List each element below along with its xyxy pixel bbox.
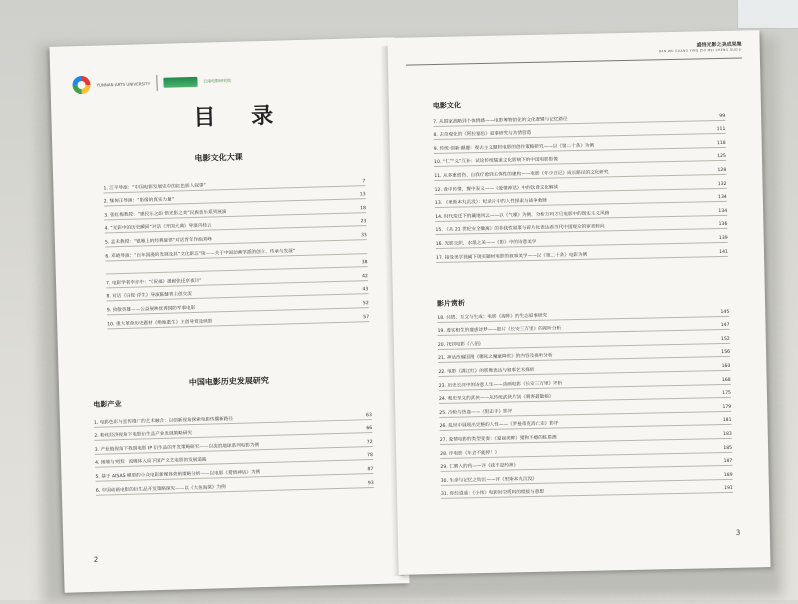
toc-entry-page: 87 <box>367 467 374 473</box>
toc-entry-title: 5. 基于 AISAS 模型的小众电影新媒体营销策略分析——以电影《爱情神话》为例 <box>95 470 261 480</box>
toc-entry-title: 18. 共情、互文与生成：电影《海阵》的生态叙事研究 <box>437 313 548 321</box>
toc-entry-page: 99 <box>719 113 726 119</box>
toc-entry-title: 16. 光影交织，水墨之美——《影》中的诗意美学 <box>435 239 537 247</box>
toc-entry-title: 13. 《里斯本丸沉没》：纪录片中的人性探索与战争救赎 <box>434 198 548 207</box>
toc-entry-title: 6. 中国动画电影的衍生品开发策略探究——以《大鱼海棠》为例 <box>95 484 226 494</box>
toc-entry-title: 24. 观史至义的武侠——从传统武侠片到《刺客聂隐娘》 <box>438 394 554 403</box>
toc-entry-title: 20. 找到电影《八佰》 <box>437 341 484 348</box>
toc-list <box>103 172 369 329</box>
toc-entry-page: 72 <box>366 439 373 445</box>
toc-entry-page: 128 <box>717 167 727 174</box>
toc-entry-page: 134 <box>718 208 728 214</box>
toc-entry-title: 7. 电影学者李亦中：“《祝福》援耐张还京夜讨” <box>106 278 202 287</box>
toc-entry-page: 145 <box>720 309 730 315</box>
toc-entry-title: 3. 张红梅教授：“感民乐之韵 悟光影之美”民族音乐系列展演 <box>104 209 227 219</box>
right-page <box>387 30 770 575</box>
toc-entry-page: 181 <box>722 418 732 424</box>
page-number: 3 <box>735 528 741 537</box>
toc-list <box>437 303 733 499</box>
toc-entry-page: 189 <box>723 472 733 478</box>
running-header <box>659 41 742 54</box>
toc-entry-title: 11. 从多重创伤、自我疗愈到主体性的建构——电影《年少日记》成长路径的文化研究 <box>434 170 609 179</box>
section-title: 中国电影历史发展研究 <box>188 375 269 388</box>
toc-entry-title: 12. 食中传情，餐中表义——《爱情神话》中的饮食文化解读 <box>434 184 559 193</box>
toc-entry-title: 1. 电影色彩与宣传推广的艺术融合：以创新视角探索电影传播新路径 <box>93 416 234 426</box>
toc-entry-page: 147 <box>720 323 730 329</box>
toc-entry-title: 4. 困境与突围：流媒体入局下国产文艺电影的发展道路 <box>95 458 207 467</box>
toc-entry-page: 132 <box>717 181 727 187</box>
section-title: 影片赏析 <box>436 299 466 308</box>
toc-entry-page: 152 <box>720 336 730 342</box>
toc-entry-page: 78 <box>367 453 374 459</box>
toc-entry-title: 30. 生命与记忆之钩沉——评《里斯本丸沉没》 <box>440 476 537 484</box>
toc-entry-title: 7. 从国家战略到个体情感——电影筹物馆化的文化逻辑与记忆路径 <box>433 116 568 125</box>
toc-entry-title: 9. 传统·创新·颠覆：观去主义题材电影的创作策略研究——以《第二十条》为例 <box>433 143 595 152</box>
toc-entry-page: 13 <box>359 192 366 198</box>
header-title: 盛悟光影之美成果集 <box>696 41 742 49</box>
toc-entry-page: 168 <box>721 377 731 383</box>
toc-entry-title: 8. 对话《白蛇·浮生》导演陈健青主创交流 <box>106 292 192 300</box>
toc-entry-page: 185 <box>723 445 733 451</box>
section-title: 电影文化 <box>432 101 461 111</box>
toc-entry-title: 23. 历史长河中的诗意人生——动画电影《长安三万里》评析 <box>438 380 563 389</box>
toc-entry-page: 42 <box>362 273 369 280</box>
toc-entry-title: 31. 你经逍遥：《小伟》电影时空质料的组接与意想 <box>440 490 544 498</box>
toc-entry-page: 52 <box>362 301 369 307</box>
toc-entry-page: 187 <box>723 458 733 465</box>
box-corner <box>737 0 798 29</box>
toc-entry-title: 9. 致敬英雄——公益展映优秀国防军事电影 <box>106 305 196 314</box>
toc-entry-page: 156 <box>721 350 731 356</box>
toc-entry-title: 26. 乱世中展现出完整的人性——《罗曼蒂克消亡史》影评 <box>439 421 559 430</box>
toc-entry-title: 10. “仁”“义”互补：试论传统儒道文化影响下的中国电影影像 <box>433 157 559 166</box>
toc-entry-title: 2. 缅甸正导演：“影像的真实力量” <box>103 197 175 205</box>
institute-logo-icon <box>163 77 197 88</box>
toc-entry-page: 125 <box>717 154 727 160</box>
toc-entry-title: 1. 江平导演：“中国电影发展史中的红色影人叙事” <box>103 183 206 192</box>
toc-entry-page: 38 <box>361 260 368 266</box>
toc-entry-page: 18 <box>360 205 367 212</box>
toc-entry-title: 14. 时代变迁下的藏地风云——以《气噪》为例，分析万玛才旦电影中的现实主义风格 <box>435 211 610 220</box>
toc-entry-page: 66 <box>366 426 373 432</box>
toc-entry-title: 8. 去奇观化的《阿拉塞色》叙事研究与共情营造 <box>433 131 532 139</box>
toc-title: 目 录 <box>193 102 288 131</box>
toc-entry-title: 10. 重大革命历史题材《绝地重生》主创导赏及映影 <box>107 319 213 327</box>
section-title: 电影文化大课 <box>194 152 243 163</box>
toc-entry-title: 19. 虚实相生的盛唐诗梦——影片《长安三万里》的视听分析 <box>437 326 562 335</box>
toc-entry-title: 4. “光影中的历史瞬间”对话《开国大典》导演肖桂云 <box>104 223 212 232</box>
toc-entry-page: 57 <box>363 314 370 320</box>
logo-group <box>72 72 231 94</box>
toc-entry-title: 6. 邓晓导演：“百年国漫的发展及其“文化新态”谈——关于中国动画学派的创立、传承与发展” <box>105 248 296 260</box>
toc-entry-page: 7 <box>362 178 366 184</box>
subsection-title: 电影产业 <box>93 400 122 409</box>
toc-entry-title: 15. 《从 21 世纪安全撤离》的非线性叙事与碎片化表达看当代中国观众的审美转向 <box>435 224 605 234</box>
toc-entry-page: 93 <box>367 480 374 486</box>
toc-entry-title: 3. 产业链视角下我国电影 IP 衍生品的开发策略研究——以流浪地球系列电影为例 <box>94 443 260 453</box>
toc-entry-page: 139 <box>718 235 728 241</box>
toc-entry-page: 118 <box>716 140 726 146</box>
toc-entry-title: 21. 神话改编国漫《哪吒之魔童降世》的内容及视听分析 <box>438 353 553 362</box>
logo2-text: 云南电影研究院 <box>202 77 232 84</box>
toc-entry-page: 111 <box>716 127 726 133</box>
header-rule <box>406 58 742 66</box>
logo-separator <box>156 75 157 91</box>
toc-entry-page: 183 <box>722 431 732 437</box>
toc-list <box>433 107 728 263</box>
toc-entry-page: 63 <box>365 412 372 418</box>
toc-entry-page: 175 <box>722 390 731 397</box>
toc-entry-title: 5. 孟禾教授：“银幕上的经典旋律”对话青年作曲刘峥 <box>104 237 213 246</box>
toc-entry-page: 23 <box>360 219 367 225</box>
toc-entry-title: 2. 粉丝经济视角下电影衍生品产业发展策略研究 <box>94 431 193 440</box>
left-page <box>49 37 409 592</box>
header-pinyin: DAN WU GUANG YING ZHI MEI CHENG GUO JI <box>658 47 742 54</box>
toc-entry-page: 136 <box>718 222 728 228</box>
toc-entry-page: 191 <box>724 486 733 492</box>
toc-entry-title: 28. 评电影《年会不能停！》 <box>440 450 500 457</box>
toc-entry-title: 27. 爱情电影的类型变奏：《爱丽美眸》猪狗不瘾的蛀盾测 <box>439 435 557 443</box>
university-logo-icon <box>72 76 90 94</box>
logo1-text: YUNNAN ARTS UNIVERSITY <box>96 80 151 88</box>
page-number: 2 <box>93 555 99 564</box>
toc-entry-title: 17. 接受美学视阈下现实题材电影的叙事美学——以《第二十条》电影为例 <box>435 252 588 261</box>
toc-entry-page: 33 <box>360 233 367 239</box>
toc-entry-page: 43 <box>362 287 369 293</box>
toc-entry-title: 29. 仁磨人的药——评《我不是药神》 <box>440 463 519 471</box>
toc-entry-page: 141 <box>719 249 729 255</box>
toc-entry-page: 160 <box>721 363 731 369</box>
toc-entry-page: 134 <box>718 195 727 201</box>
toc-list <box>94 406 374 495</box>
toc-entry-page: 179 <box>722 404 732 410</box>
toc-entry-title: 22. 电影《满江红》的影像表达与叙事艺术探析 <box>438 367 535 375</box>
toc-entry-title: 25. 冷枪与热血——《狙击手》影评 <box>439 409 513 416</box>
